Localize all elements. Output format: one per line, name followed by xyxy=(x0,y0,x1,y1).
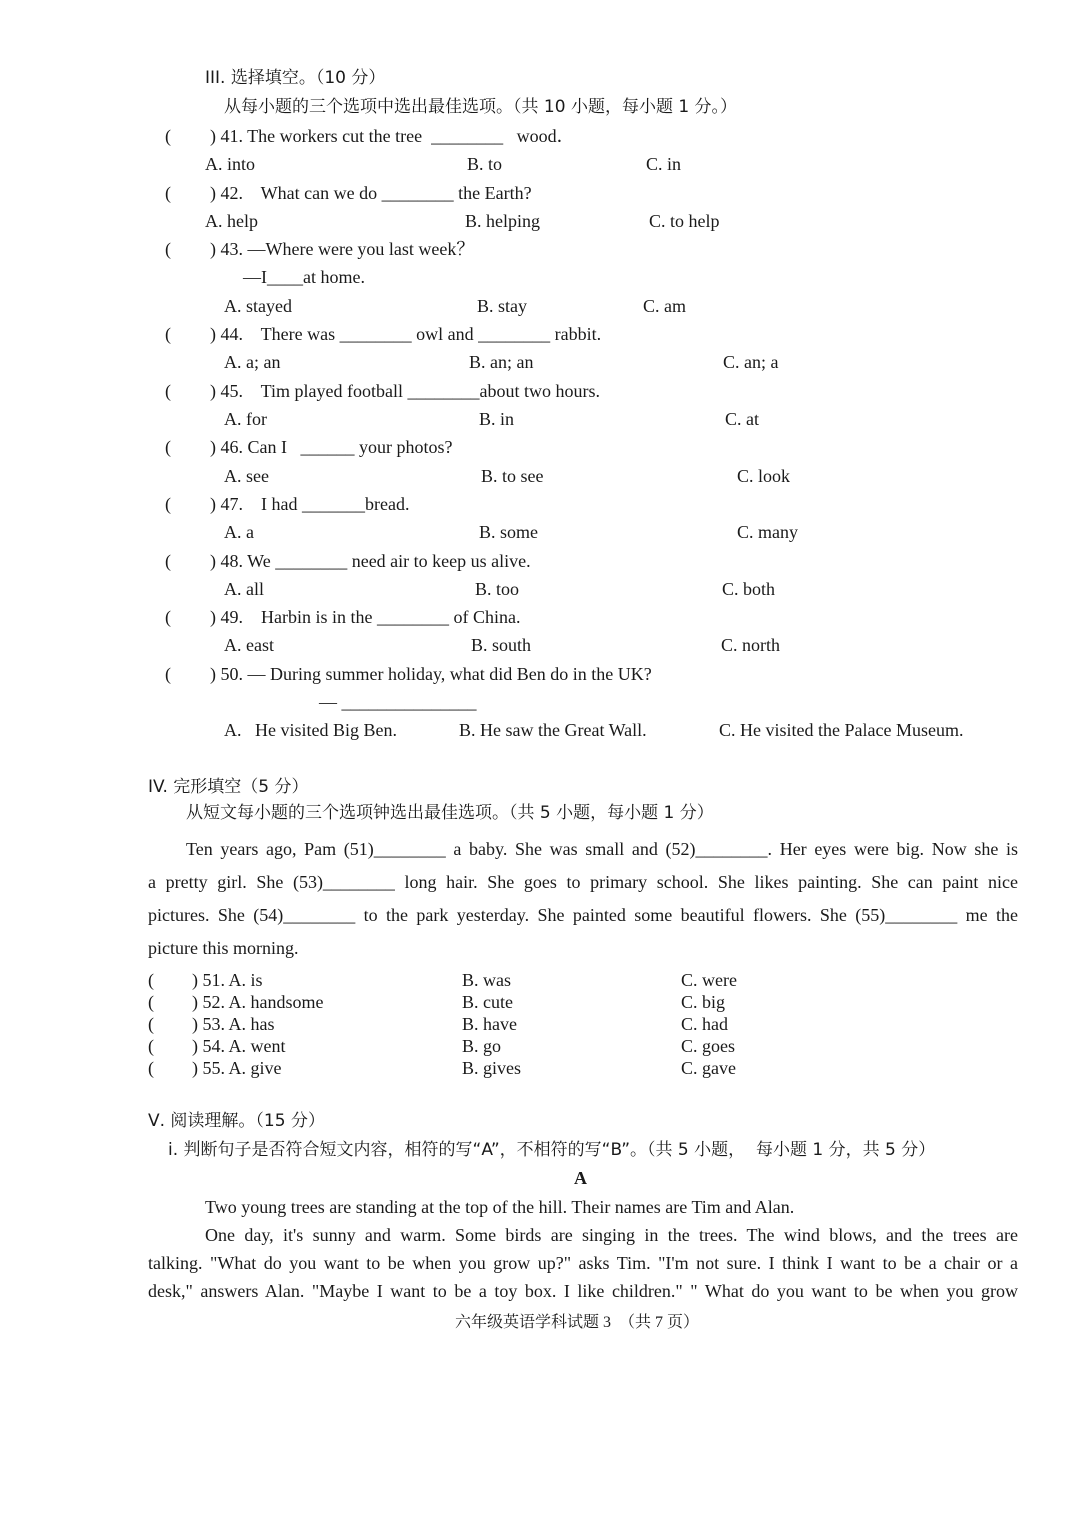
option-b: B. He saw the Great Wall. xyxy=(459,720,647,740)
passage-line: a pretty girl. She (53)________ long hair. She goes to primary school. She likes painting. She can paint nice xyxy=(148,872,1018,892)
answer-paren[interactable]: ( xyxy=(165,494,171,514)
answer-paren[interactable]: ( xyxy=(165,239,171,259)
section3-heading: III. 选择填空。（10 分） xyxy=(205,68,386,88)
option-b: B. an; an xyxy=(469,352,534,372)
option-c: C. in xyxy=(646,154,682,174)
option-a: A. stayed xyxy=(224,296,292,316)
question-stem: ) 55. A. give xyxy=(192,1058,282,1078)
option-a: A. He visited Big Ben. xyxy=(224,720,397,740)
option-a: A. help xyxy=(205,211,258,231)
option-a: A. east xyxy=(224,635,274,655)
section5-heading: Ⅴ. 阅读理解。（15 分） xyxy=(148,1111,325,1131)
option-b: B. some xyxy=(479,522,539,542)
option-b: B. in xyxy=(479,409,515,429)
question-stem: ) 50. — During summer holiday, what did Ben do in the UK? xyxy=(210,664,652,684)
option-b: B. helping xyxy=(465,211,540,231)
question-stem-line2: — _______________ xyxy=(319,692,477,712)
question-stem: ) 49. Harbin is in the ________ of China. xyxy=(210,607,521,627)
option-c: C. many xyxy=(737,522,798,542)
option-b: B. south xyxy=(471,635,532,655)
answer-paren[interactable]: ( xyxy=(165,664,171,684)
option-b: B. go xyxy=(462,1036,502,1056)
answer-paren[interactable]: ( xyxy=(148,1014,154,1034)
answer-paren[interactable]: ( xyxy=(165,126,171,146)
section5-instruction: ⅰ. 判断句子是否符合短文内容，相符的写“A”，不相符的写“B”。（共 5 小题， 每小题 1 分，共 5 分） xyxy=(168,1140,936,1160)
option-b: B. stay xyxy=(477,296,528,316)
passage-line: Two young trees are standing at the top of the hill. Their names are Tim and Alan. xyxy=(205,1197,795,1217)
question-stem: ) 48. We ________ need air to keep us alive. xyxy=(210,551,531,571)
answer-paren[interactable]: ( xyxy=(165,381,171,401)
question-stem: ) 51. A. is xyxy=(192,970,263,990)
passage-line: desk," answers Alan. "Maybe I want to be a toy box. I like children." " What do you want to be when you grow xyxy=(148,1281,1018,1301)
section4-instruction: 从短文每小题的三个选项钟选出最佳选项。（共 5 小题，每小题 1 分） xyxy=(186,803,714,823)
option-c: C. were xyxy=(681,970,737,990)
answer-paren[interactable]: ( xyxy=(165,437,171,457)
option-a: A. a xyxy=(224,522,254,542)
answer-paren[interactable]: ( xyxy=(148,970,154,990)
passage-line: One day, it's sunny and warm. Some birds are singing in the trees. The wind blows, and the trees are xyxy=(205,1225,1018,1245)
question-stem: ) 45. Tim played football ________about two hours. xyxy=(210,381,600,401)
option-c: C. at xyxy=(725,409,759,429)
option-c: C. had xyxy=(681,1014,728,1034)
passage-line: talking. "What do you want to be when you grow up?" asks Tim. "I'm not sure. I think I want to be a chair or a xyxy=(148,1253,1018,1273)
answer-paren[interactable]: ( xyxy=(148,1058,154,1078)
question-stem: ) 43. —Where were you last week？ xyxy=(210,239,475,259)
option-c: C. big xyxy=(681,992,726,1012)
passage-line: picture this morning. xyxy=(148,938,299,958)
answer-paren[interactable]: ( xyxy=(165,551,171,571)
question-stem: ) 54. A. went xyxy=(192,1036,286,1056)
section3-instruction: 从每小题的三个选项中选出最佳选项。（共 10 小题，每小题 1 分。） xyxy=(224,97,738,117)
answer-paren[interactable]: ( xyxy=(165,607,171,627)
option-c: C. goes xyxy=(681,1036,735,1056)
option-c: C. look xyxy=(737,466,791,486)
section4-heading: IV. 完形填空（5 分） xyxy=(148,777,309,797)
question-stem: ) 42. What can we do ________ the Earth? xyxy=(210,183,532,203)
question-stem: ) 46. Can I ______ your photos? xyxy=(210,437,453,457)
option-c: C. to help xyxy=(649,211,720,231)
option-a: A. all xyxy=(224,579,264,599)
option-a: A. for xyxy=(224,409,267,429)
option-b: B. have xyxy=(462,1014,517,1034)
question-stem: ) 44. There was ________ owl and ________ rabbit. xyxy=(210,324,602,344)
answer-paren[interactable]: ( xyxy=(165,324,171,344)
option-b: B. cute xyxy=(462,992,513,1012)
option-b: B. gives xyxy=(462,1058,522,1078)
question-stem: ) 41. The workers cut the tree ________ wood． xyxy=(210,126,575,146)
option-c: C. He visited the Palace Museum. xyxy=(719,720,964,740)
question-stem-line2: —I____at home. xyxy=(243,267,365,287)
passage-line: pictures. She (54)________ to the park yesterday. She painted some beautiful flowers. She (55)________ me the xyxy=(148,905,1018,925)
question-stem: ) 52. A. handsome xyxy=(192,992,324,1012)
option-c: C. am xyxy=(643,296,686,316)
option-a: A. a; an xyxy=(224,352,281,372)
page-footer: 六年级英语学科试题 3 （共 7 页） xyxy=(455,1314,700,1331)
option-c: C. both xyxy=(722,579,776,599)
option-b: B. to see xyxy=(481,466,544,486)
option-a: A. into xyxy=(205,154,256,174)
option-c: C. an; a xyxy=(723,352,779,372)
question-stem: ) 53. A. has xyxy=(192,1014,275,1034)
option-c: C. north xyxy=(721,635,781,655)
option-a: A. see xyxy=(224,466,269,486)
option-b: B. to xyxy=(467,154,503,174)
answer-paren[interactable]: ( xyxy=(148,1036,154,1056)
answer-paren[interactable]: ( xyxy=(165,183,171,203)
passage-line: Ten years ago, Pam (51)________ a baby. She was small and (52)________. Her eyes were big. Now she is xyxy=(186,839,1018,859)
passage-label: A xyxy=(574,1168,587,1188)
option-c: C. gave xyxy=(681,1058,736,1078)
option-b: B. too xyxy=(475,579,520,599)
option-b: B. was xyxy=(462,970,511,990)
question-stem: ) 47. I had _______bread. xyxy=(210,494,410,514)
answer-paren[interactable]: ( xyxy=(148,992,154,1012)
